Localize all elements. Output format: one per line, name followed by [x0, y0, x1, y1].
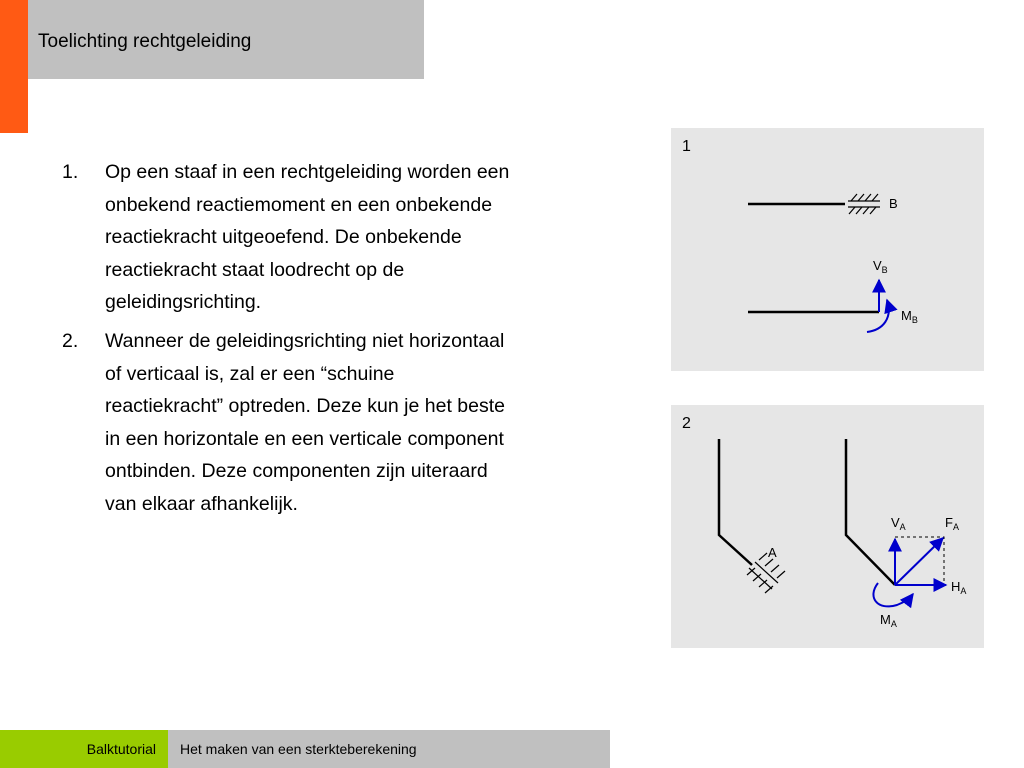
figure-number: 2 — [682, 415, 691, 432]
page-title: Toelichting rechtgeleiding — [38, 31, 252, 52]
footer-right — [168, 730, 610, 768]
footer-left — [0, 730, 168, 768]
figure-1-diagram — [671, 128, 984, 371]
guide-support-hatch — [848, 194, 880, 214]
bent-beam — [719, 439, 752, 565]
figure-number: 1 — [682, 138, 691, 155]
support-label: B — [889, 196, 898, 211]
force-label-fa: $F_A$ — [945, 515, 959, 532]
list-item-number: 1. — [62, 161, 79, 183]
support-label: A — [768, 545, 777, 560]
list-item-text: Wanneer de geleidingsrichting niet horizontaal of verticaal is, zal er een “schuine reactiekracht” optreden. Deze kun je het beste in een horizontale en een verticale component ontbinden. Deze componenten zijn uiteraard van elkaar afhankelijk. — [105, 329, 505, 515]
moment-label-mb: $M_B$ — [901, 308, 918, 325]
accent-bar — [0, 0, 28, 133]
inclined-guide-hatch — [747, 553, 785, 593]
bent-beam-free-body — [846, 439, 895, 585]
list-item-text: Op een staaf in een rechtgeleiding worden een onbekend reactiemoment en een onbekende reactiekracht uitgeoefend. De onbekende reactiekracht staat loodrecht op de geleidingsrichting. — [105, 161, 510, 314]
footer-tutorial-name: Balktutorial — [86, 741, 156, 757]
list-item — [62, 325, 512, 521]
footer-subtitle: Het maken van een sterkteberekening — [180, 741, 417, 757]
moment-arrow-ma — [873, 583, 913, 606]
list-item-number: 2. — [62, 329, 79, 352]
force-label-va: $V_A$ — [891, 515, 906, 532]
force-label-ha: $H_A$ — [951, 579, 967, 596]
footer — [0, 730, 610, 768]
force-arrow-fa — [895, 538, 943, 585]
list-item — [62, 156, 512, 319]
figure-2-diagram — [671, 405, 984, 648]
title-box — [28, 0, 424, 79]
explanation-list — [62, 156, 512, 527]
figure-panel-2 — [671, 405, 984, 648]
force-label-vb: $V_B$ — [873, 258, 888, 275]
moment-label-ma: $M_A$ — [880, 612, 897, 629]
moment-arrow-mb — [867, 300, 889, 332]
figure-panel-1 — [671, 128, 984, 371]
